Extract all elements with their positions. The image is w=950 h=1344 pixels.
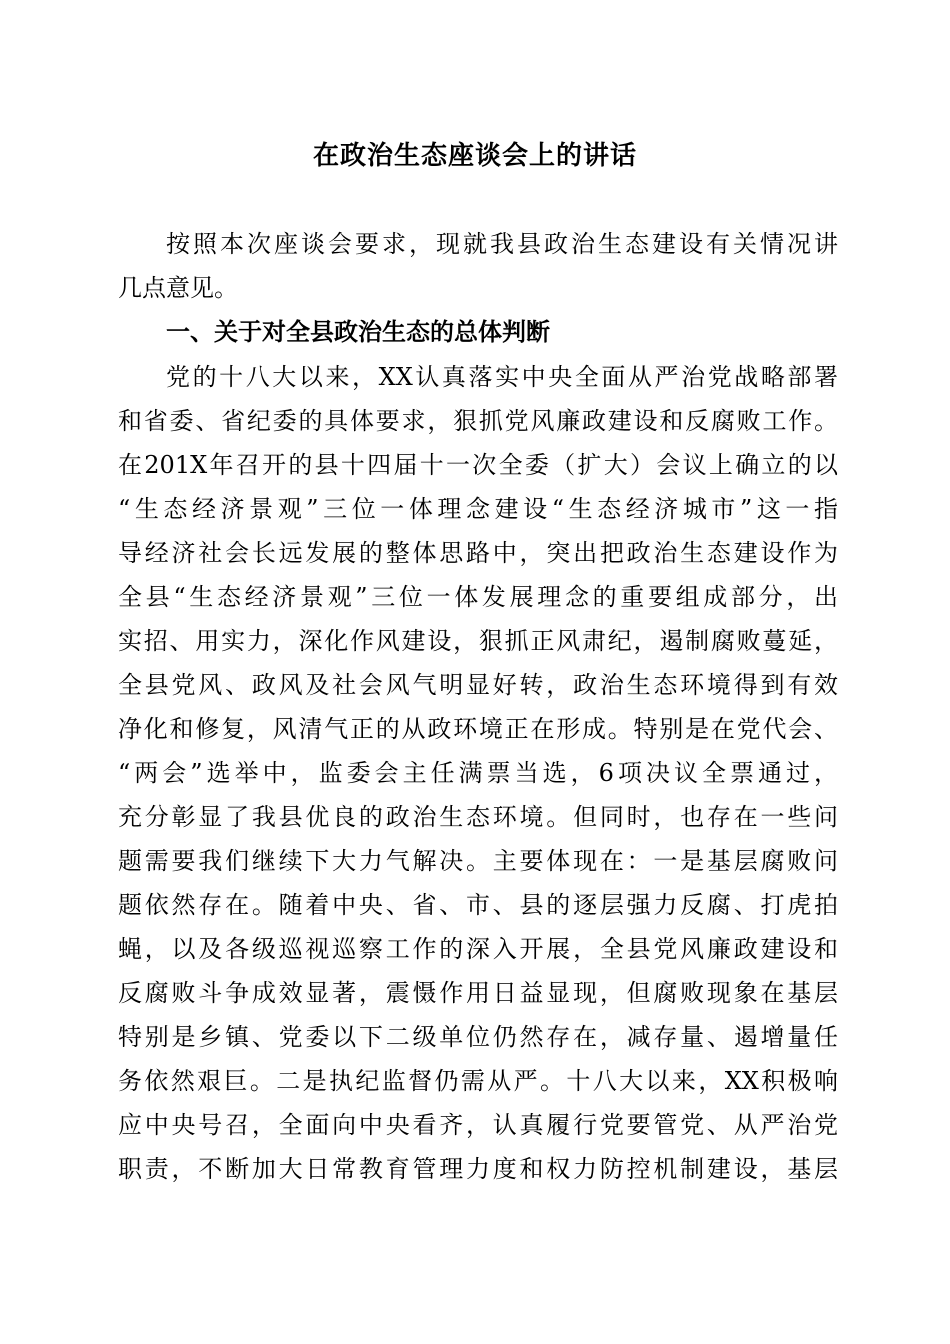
para-line: 实招、用实力，深化作风建设，狠抓正风肃纪，遏制腐败蔓延，: [118, 627, 838, 655]
para-line: 净化和修复，风清气正的从政环境正在形成。特别是在党代会、: [118, 715, 838, 743]
para-line: 和省委、省纪委的具体要求，狠抓党风廉政建设和反腐败工作。: [118, 407, 838, 435]
para-line: 党的十八大以来，XX认真落实中央全面从严治党战略部署: [166, 363, 838, 391]
document-title: 在政治生态座谈会上的讲话: [312, 141, 637, 171]
para-line: 职责，不断加大日常教育管理力度和权力防控机制建设，基层: [118, 1155, 838, 1183]
intro-line-2: 几点意见。: [118, 274, 238, 302]
para-line: “生态经济景观”三位一体理念建设“生态经济城市”这一指: [118, 495, 838, 523]
para-line: 应中央号召，全面向中央看齐，认真履行党要管党、从严治党: [118, 1111, 838, 1139]
intro-line-1: 按照本次座谈会要求，现就我县政治生态建设有关情况讲: [166, 230, 838, 258]
para-line: 题需要我们继续下大力气解决。主要体现在：一是基层腐败问: [118, 847, 838, 875]
para-line: 蝇，以及各级巡视巡察工作的深入开展，全县党风廉政建设和: [118, 935, 838, 963]
section-heading: 一、关于对全县政治生态的总体判断: [166, 317, 550, 346]
para-line: 全县党风、政风及社会风气明显好转，政治生态环境得到有效: [118, 671, 838, 699]
para-line: 导经济社会长远发展的整体思路中，突出把政治生态建设作为: [118, 539, 838, 567]
para-line: “两会”选举中，监委会主任满票当选，6项决议全票通过，: [118, 759, 838, 787]
para-line: 特别是乡镇、党委以下二级单位仍然存在，减存量、遏增量任: [118, 1023, 838, 1051]
para-line: 全县“生态经济景观”三位一体发展理念的重要组成部分，出: [118, 583, 838, 611]
para-line: 反腐败斗争成效显著，震慑作用日益显现，但腐败现象在基层: [118, 979, 838, 1007]
para-line: 务依然艰巨。二是执纪监督仍需从严。十八大以来，XX积极响: [118, 1067, 838, 1095]
para-line: 充分彰显了我县优良的政治生态环境。但同时，也存在一些问: [118, 803, 838, 831]
para-line: 在201X年召开的县十四届十一次全委（扩大）会议上确立的以: [118, 451, 838, 479]
para-line: 题依然存在。随着中央、省、市、县的逐层强力反腐、打虎拍: [118, 891, 838, 919]
